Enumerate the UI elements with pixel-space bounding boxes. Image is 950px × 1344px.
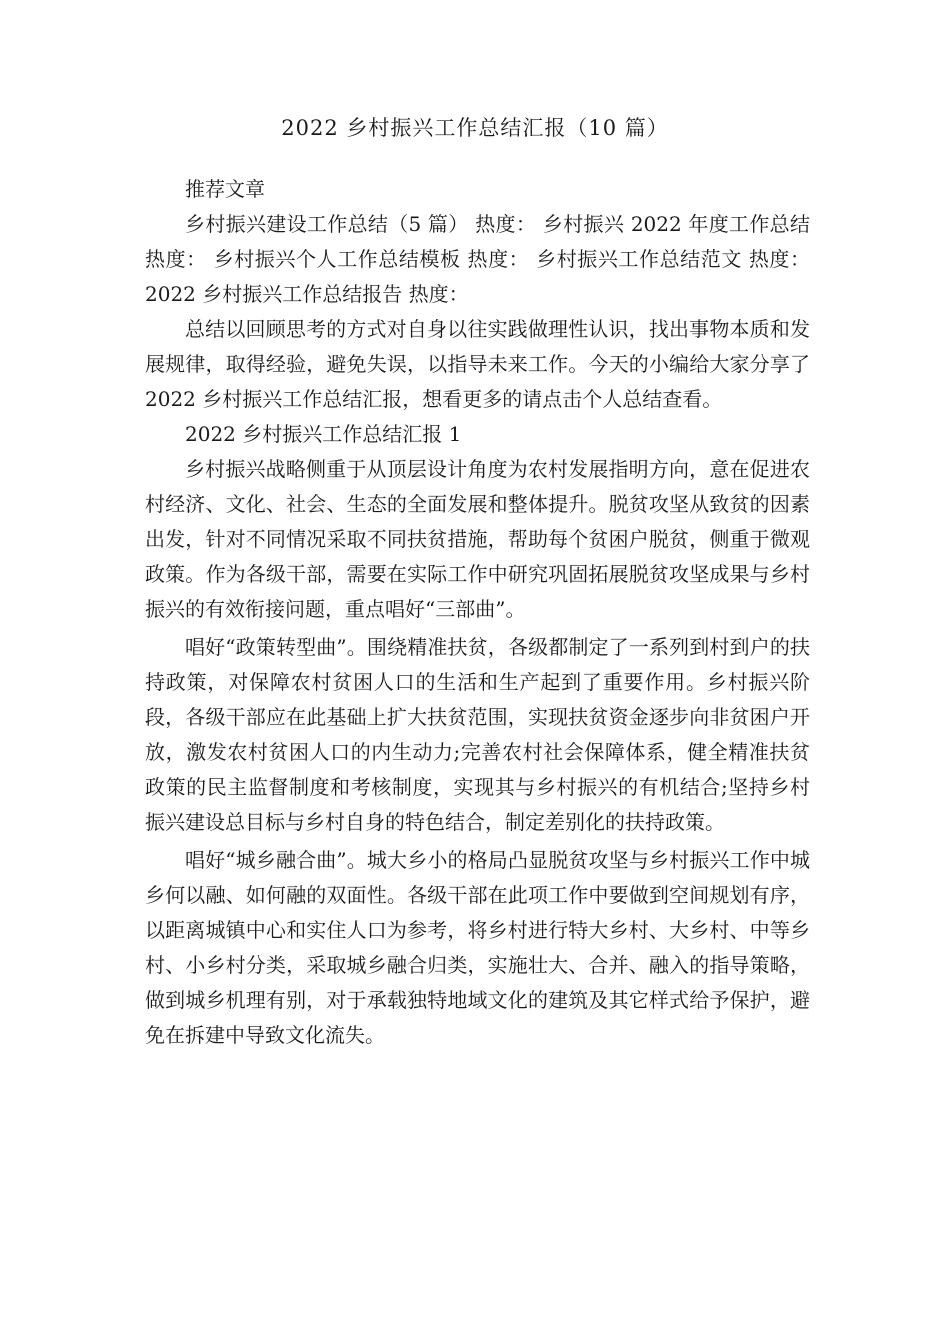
document-body [145, 172, 810, 1053]
intro-paragraph: 总结以回顾思考的方式对自身以往实践做理性认识，找出事物本质和发展规律，取得经验，避免失误，以指导未来工作。今天的小编给大家分享了 2022 乡村振兴工作总结汇报，想看更多的请点击个人总结查看。 [145, 317, 810, 411]
body-paragraph-1: 乡村振兴战略侧重于从顶层设计角度为农村发展指明方向，意在促进农村经济、文化、社会、生态的全面发展和整体提升。脱贫攻坚从致贫的因素出发，针对不同情况采取不同扶贫措施，帮助每个贫困户脱贫，侧重于微观政策。作为各级干部，需要在实际工作中研究巩固拓展脱贫攻坚成果与乡村振兴的有效衔接问题，重点唱好“三部曲”。 [145, 457, 810, 621]
recommended-links[interactable]: 乡村振兴建设工作总结（5 篇） 热度： 乡村振兴 2022 年度工作总结 热度： 乡村振兴个人工作总结模板 热度： 乡村振兴工作总结范文 热度： 2022 乡村振兴工作总结报告 热度： [145, 212, 810, 306]
document-title: 2022 乡村振兴工作总结汇报（10 篇） [281, 116, 669, 140]
body-paragraph-2: 唱好“政策转型曲”。围绕精准扶贫，各级都制定了一系列到村到户的扶持政策，对保障农村贫困人口的生活和生产起到了重要作用。乡村振兴阶段，各级干部应在此基础上扩大扶贫范围，实现扶贫资金逐步向非贫困户开放，激发农村贫困人口的内生动力;完善农村社会保障体系，健全精准扶贫政策的民主监督制度和考核制度，实现其与乡村振兴的有机结合;坚持乡村振兴建设总目标与乡村自身的特色结合，制定差别化的扶持政策。 [145, 635, 810, 834]
recommended-heading: 推荐文章 [185, 177, 265, 201]
section-heading-1: 2022 乡村振兴工作总结汇报 1 [185, 422, 462, 446]
body-paragraph-3: 唱好“城乡融合曲”。城大乡小的格局凸显脱贫攻坚与乡村振兴工作中城乡何以融、如何融的双面性。各级干部在此项工作中要做到空间规划有序，以距离城镇中心和实住人口为参考，将乡村进行特大乡村、大乡村、中等乡村、小乡村分类，采取城乡融合归类，实施壮大、合并、融入的指导策略，做到城乡机理有别，对于承载独特地域文化的建筑及其它样式给予保护，避免在拆建中导致文化流失。 [145, 848, 810, 1047]
